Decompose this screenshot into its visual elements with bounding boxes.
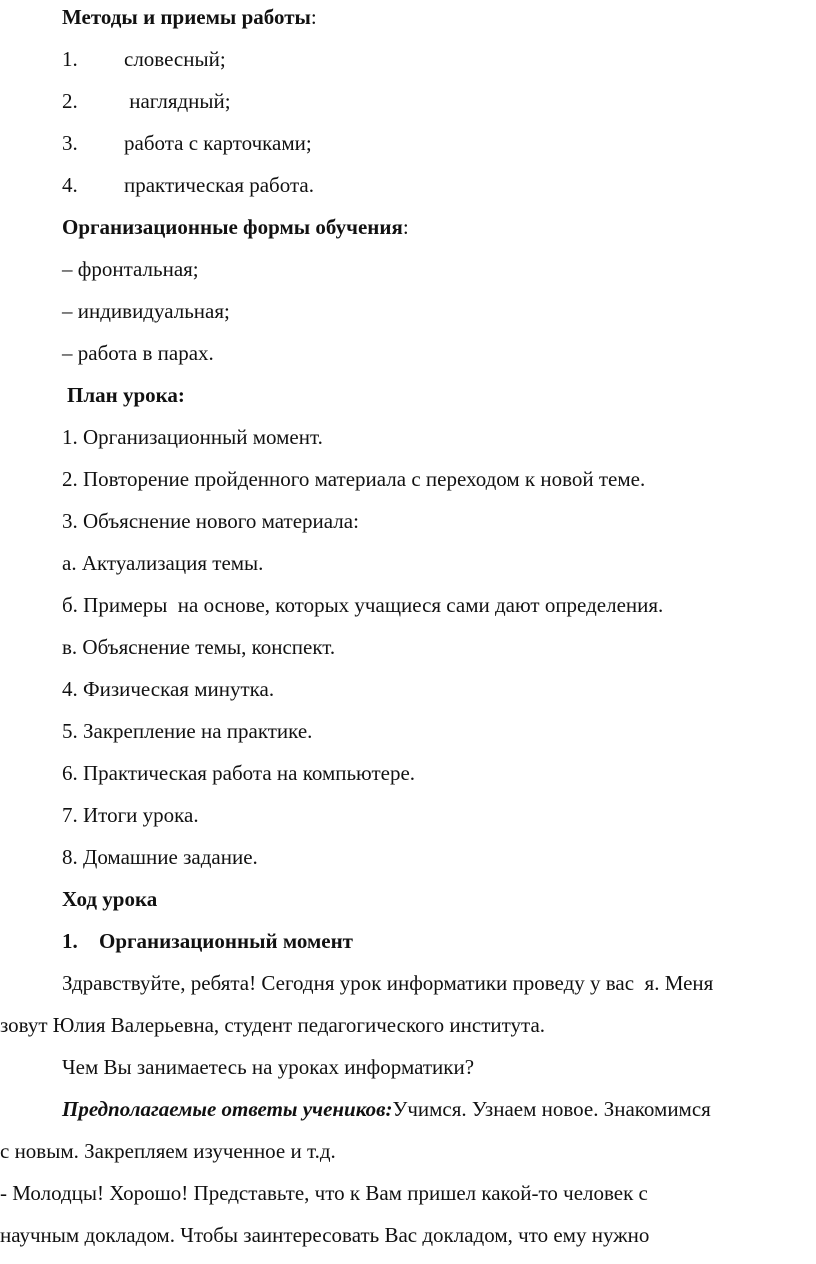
plan-item: 3. Объяснение нового материала: xyxy=(62,509,359,533)
paragraph-line: научным докладом. Чтобы заинтересовать Вас докладом, что ему нужно xyxy=(0,1223,650,1247)
question-line: Чем Вы занимаетесь на уроках информатики? xyxy=(62,1055,475,1079)
methods-item xyxy=(62,88,231,114)
methods-item-number: 4. xyxy=(62,173,78,197)
plan-item: а. Актуализация темы. xyxy=(62,551,264,575)
answers-line xyxy=(62,1096,711,1122)
forms-heading: Организационные формы обучения xyxy=(62,215,403,239)
methods-item-text: словесный; xyxy=(124,47,226,71)
plan-heading: План урока: xyxy=(67,383,185,407)
plan-item: 5. Закрепление на практике. xyxy=(62,719,313,743)
forms-item: – индивидуальная; xyxy=(62,299,230,323)
forms-item: – работа в парах. xyxy=(62,341,214,365)
methods-heading: Методы и приемы работы xyxy=(62,5,311,29)
methods-item-text: наглядный; xyxy=(124,89,231,113)
methods-item-text: работа с карточками; xyxy=(124,131,312,155)
answers-text: Учимся. Узнаем новое. Знакомимся xyxy=(392,1097,711,1121)
methods-item-number: 3. xyxy=(62,131,78,155)
plan-item: 1. Организационный момент. xyxy=(62,425,323,449)
methods-heading-line xyxy=(62,4,317,30)
forms-heading-line xyxy=(62,214,409,240)
methods-item-number: 2. xyxy=(62,89,78,113)
plan-item: в. Объяснение темы, конспект. xyxy=(62,635,336,659)
methods-item-number: 1. xyxy=(62,47,78,71)
plan-item: 7. Итоги урока. xyxy=(62,803,199,827)
methods-colon: : xyxy=(310,5,317,29)
plan-item: б. Примеры на основе, которых учащиеся сами дают определения. xyxy=(62,593,664,617)
section-number: 1. xyxy=(62,929,78,953)
section-title: Организационный момент xyxy=(99,929,353,953)
methods-item xyxy=(62,172,314,198)
plan-item: 6. Практическая работа на компьютере. xyxy=(62,761,416,785)
plan-item: 4. Физическая минутка. xyxy=(62,677,275,701)
section-heading xyxy=(62,928,353,954)
plan-item: 8. Домашние задание. xyxy=(62,845,258,869)
paragraph-line: Здравствуйте, ребята! Сегодня урок информатики проведу у вас я. Меня xyxy=(62,971,714,995)
methods-item-text: практическая работа. xyxy=(124,173,314,197)
paragraph-line: - Молодцы! Хорошо! Представьте, что к Вам пришел какой-то человек с xyxy=(0,1181,648,1205)
plan-item: 2. Повторение пройденного материала с переходом к новой теме. xyxy=(62,467,646,491)
forms-item: – фронтальная; xyxy=(62,257,199,281)
paragraph-line: с новым. Закрепляем изученное и т.д. xyxy=(0,1139,336,1163)
course-heading: Ход урока xyxy=(62,887,158,911)
answers-label: Предполагаемые ответы учеников: xyxy=(62,1097,393,1121)
forms-colon: : xyxy=(402,215,409,239)
paragraph-line: зовут Юлия Валерьевна, студент педагогического института. xyxy=(0,1013,546,1037)
methods-item xyxy=(62,130,312,156)
methods-item xyxy=(62,46,226,72)
